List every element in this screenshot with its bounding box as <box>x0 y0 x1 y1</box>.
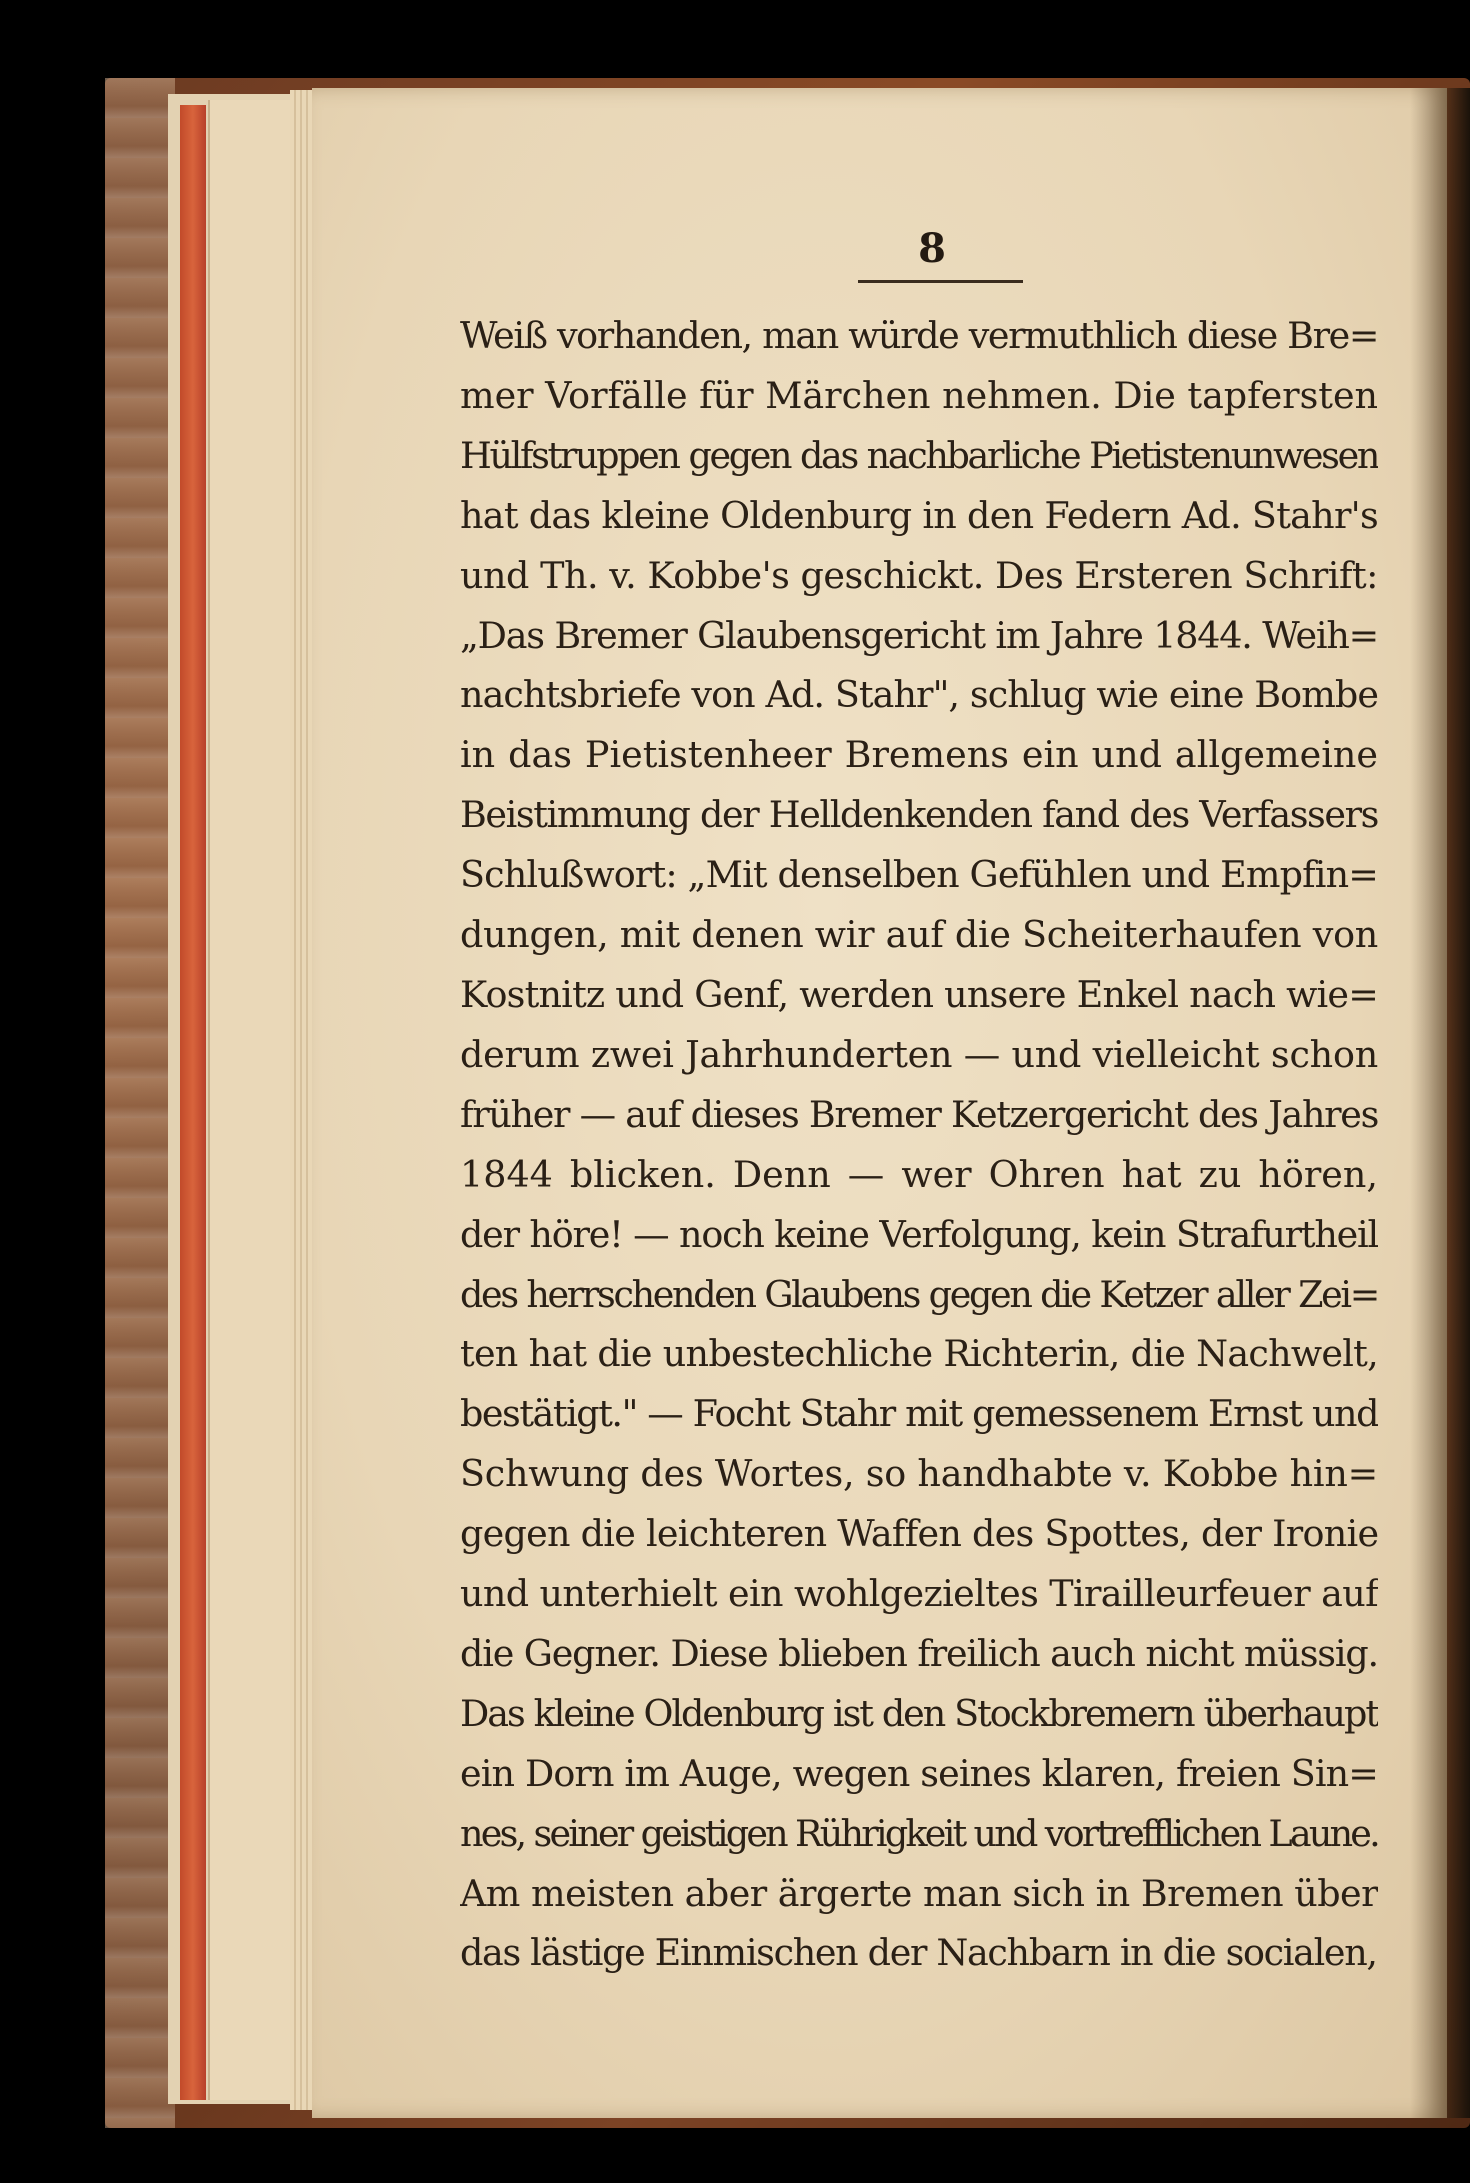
text-line: 1844 blicken. Denn — wer Ohren hat zu hören, <box>460 1152 1378 1196</box>
gutter-shadow <box>1410 88 1470 2118</box>
text-line: „Das Bremer Glaubensgericht im Jahre 1844. Weih= <box>460 613 1378 657</box>
text-line: ten hat die unbestechliche Richterin, die Nachwelt, <box>460 1332 1378 1376</box>
text-line: das lästige Einmischen der Nachbarn in die socialen, <box>460 1931 1377 1975</box>
red-page-edge <box>180 105 206 2100</box>
text-line: Kostnitz und Genf, werden unsere Enkel nach wie= <box>460 972 1378 1016</box>
text-line: bestätigt." — Focht Stahr mit gemessenem Ernst und <box>460 1392 1378 1436</box>
text-line: der höre! — noch keine Verfolgung, kein Strafurtheil <box>460 1212 1378 1256</box>
text-line: nachtsbriefe von Ad. Stahr", schlug wie eine Bombe <box>460 673 1378 717</box>
text-line: mer Vorfälle für Märchen nehmen. Die tapfersten <box>460 373 1378 417</box>
text-line: nes, seiner geistigen Rührigkeit und vortrefflichen Laune. <box>460 1811 1378 1855</box>
text-line: Schlußwort: „Mit denselben Gefühlen und Empfin= <box>460 853 1378 897</box>
text-line: derum zwei Jahrhunderten — und vielleicht schon <box>460 1032 1378 1076</box>
text-line: Das kleine Oldenburg ist den Stockbremern überhaupt <box>460 1691 1378 1735</box>
text-line: und Th. v. Kobbe's geschickt. Des Ersteren Schrift: <box>460 553 1378 597</box>
text-line: dungen, mit denen wir auf die Scheiterhaufen von <box>460 913 1378 957</box>
text-line: Beistimmung der Helldenkenden fand des Verfassers <box>460 793 1378 837</box>
text-line: in das Pietistenheer Bremens ein und allgemeine <box>460 733 1378 777</box>
page-number: 8 <box>918 225 946 272</box>
text-line: gegen die leichteren Waffen des Spottes, der Ironie <box>460 1512 1378 1556</box>
text-line: ein Dorn im Auge, wegen seines klaren, freien Sin= <box>460 1751 1378 1795</box>
text-line: und unterhielt ein wohlgezieltes Tirailleurfeuer auf <box>460 1572 1378 1616</box>
text-line: die Gegner. Diese blieben freilich auch nicht müssig. <box>460 1631 1378 1675</box>
text-line: früher — auf dieses Bremer Ketzergericht des Jahres <box>460 1092 1378 1136</box>
header-rule <box>858 280 1023 283</box>
text-line: Schwung des Wortes, so handhabte v. Kobbe hin= <box>460 1452 1378 1496</box>
text-line: hat das kleine Oldenburg in den Federn Ad. Stahr's <box>460 493 1378 537</box>
text-line: Hülfstruppen gegen das nachbarliche Pietistenunwesen <box>460 433 1378 477</box>
cover-edge <box>105 78 175 2128</box>
body-text <box>460 306 1378 1983</box>
text-line: Weiß vorhanden, man würde vermuthlich diese Bre= <box>460 314 1378 357</box>
text-line: Am meisten aber ärgerte man sich in Bremen über <box>460 1871 1378 1915</box>
text-line: des herrschenden Glaubens gegen die Ketzer aller Zei= <box>460 1272 1378 1316</box>
